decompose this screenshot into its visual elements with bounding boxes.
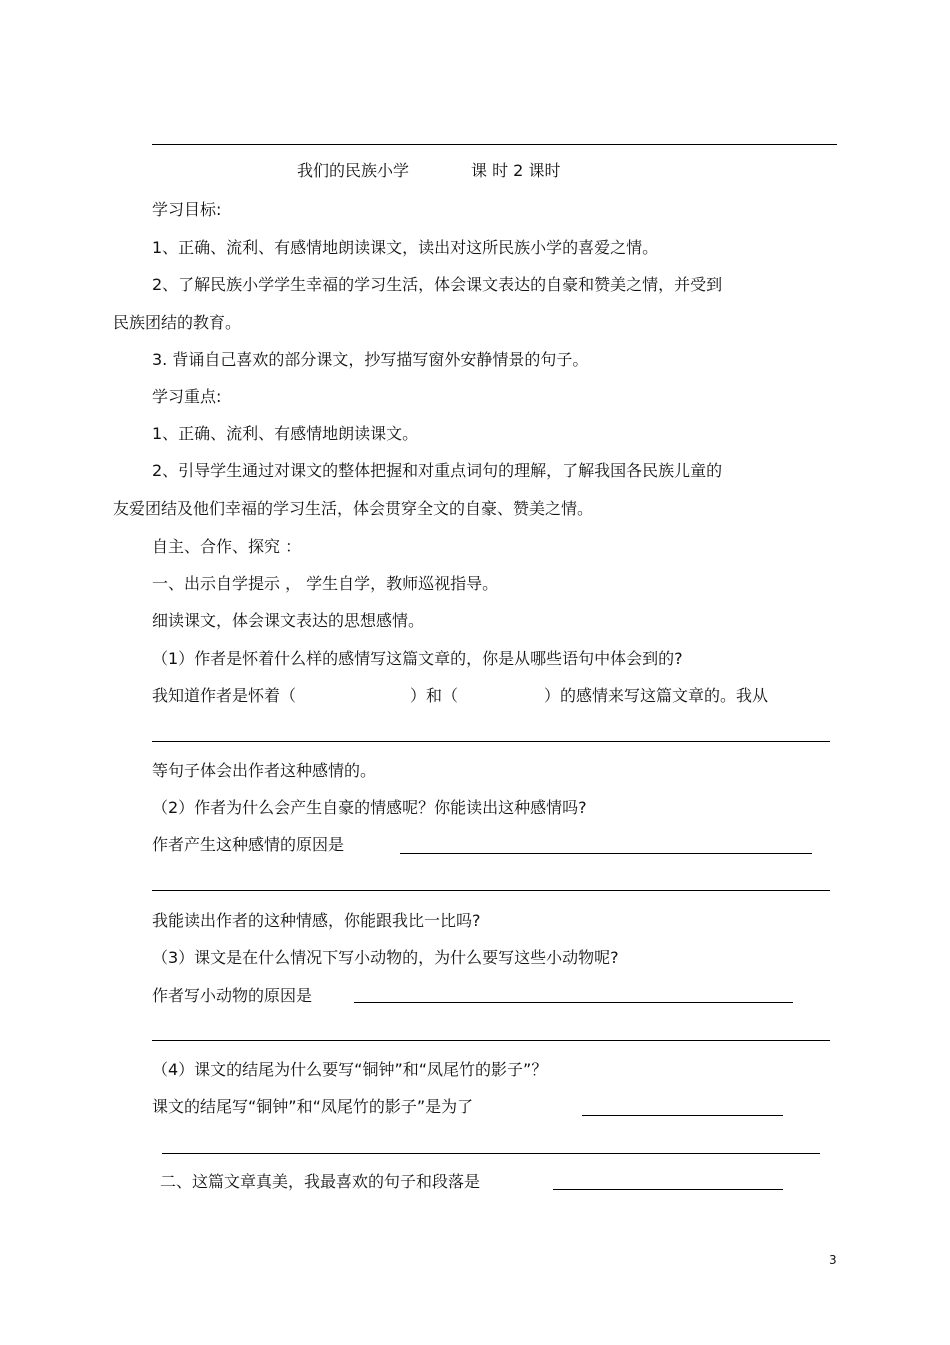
question-2-end: 我能读出作者的这种情感，你能跟我比一比吗? bbox=[152, 911, 481, 930]
answer-line-q3b[interactable] bbox=[152, 1040, 830, 1041]
focus-item-2-cont: 友爱团结及他们幸福的学习生活，体会贯穿全文的自豪、赞美之情。 bbox=[113, 499, 594, 518]
header-rule bbox=[152, 144, 837, 145]
focus-heading: 学习重点: bbox=[152, 387, 222, 406]
focus-item-1: 1、正确、流利、有感情地朗读课文。 bbox=[152, 424, 419, 443]
question-3: （3）课文是在什么情况下写小动物的，为什么要写这些小动物呢? bbox=[152, 948, 619, 967]
page-number: 3 bbox=[829, 1253, 837, 1267]
question-2-fill: 作者产生这种感情的原因是 bbox=[152, 835, 345, 854]
focus-item-2: 2、引导学生通过对课文的整体把握和对重点词句的理解，了解我国各民族儿童的 bbox=[152, 461, 723, 480]
question-2: （2）作者为什么会产生自豪的情感呢？你能读出这种感情吗? bbox=[152, 798, 587, 817]
goal-item-2-cont: 民族团结的教育。 bbox=[113, 313, 242, 332]
question-1-fill-b: ）和（ bbox=[410, 686, 459, 705]
goal-item-3: 3. 背诵自己喜欢的部分课文，抄写描写窗外安静情景的句子。 bbox=[152, 350, 589, 369]
question-4-fill: 课文的结尾写“铜钟”和“凤尾竹的影子”是为了 bbox=[152, 1097, 474, 1116]
goal-item-2: 2、了解民族小学学生幸福的学习生活，体会课文表达的自豪和赞美之情，并受到 bbox=[152, 275, 723, 294]
answer-line-q4a[interactable] bbox=[582, 1115, 783, 1116]
goals-heading: 学习目标: bbox=[152, 200, 222, 219]
lesson-period: 课 时 2 课时 bbox=[471, 161, 561, 180]
explore-heading: 自主、合作、探究 ： bbox=[152, 537, 302, 556]
question-1: （1）作者是怀着什么样的感情写这篇文章的，你是从哪些语句中体会到的? bbox=[152, 649, 683, 668]
step-one: 一、出示自学提示 ， 学生自学，教师巡视指导。 bbox=[152, 574, 499, 593]
answer-line-q3a[interactable] bbox=[354, 1002, 793, 1003]
goal-item-1: 1、正确、流利、有感情地朗读课文，读出对这所民族小学的喜爱之情。 bbox=[152, 238, 659, 257]
step-two: 二、这篇文章真美，我最喜欢的句子和段落是 bbox=[160, 1172, 481, 1191]
question-1-fill-c: ）的感情来写这篇文章的。我从 bbox=[544, 686, 769, 705]
answer-line-q4b[interactable] bbox=[162, 1153, 820, 1154]
read-instruction: 细读课文，体会课文表达的思想感情。 bbox=[152, 611, 425, 630]
answer-line-q2a[interactable] bbox=[400, 853, 812, 854]
answer-line-q1[interactable] bbox=[152, 741, 830, 742]
question-1-fill-a: 我知道作者是怀着（ bbox=[152, 686, 297, 705]
lesson-title: 我们的民族小学 bbox=[297, 161, 410, 180]
answer-line-q2b[interactable] bbox=[152, 890, 830, 891]
question-1-end: 等句子体会出作者这种感情的。 bbox=[152, 761, 377, 780]
question-3-fill: 作者写小动物的原因是 bbox=[152, 986, 313, 1005]
answer-line-step2[interactable] bbox=[553, 1189, 783, 1190]
question-4: （4）课文的结尾为什么要写“铜钟”和“凤尾竹的影子”？ bbox=[152, 1060, 548, 1079]
